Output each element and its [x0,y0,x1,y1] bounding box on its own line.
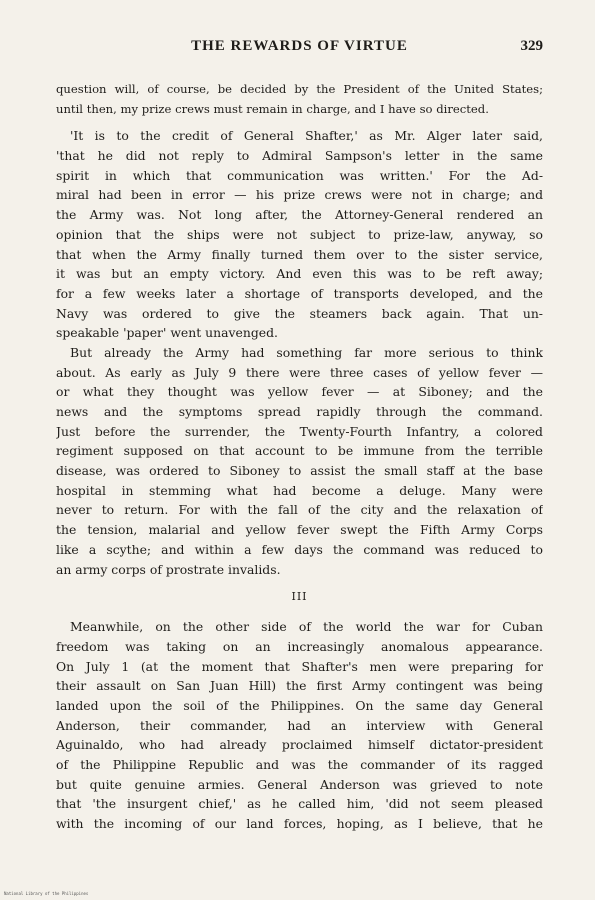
text-line: that 'the insurgent chief,' as he called him, 'did not seem pleased [56,796,543,812]
text-line: miral had been in error — his prize crews were not in charge; and [56,187,543,203]
text-line: hospital in stemming what had become a deluge. Many were [56,482,543,498]
page-number: 329 [520,38,543,54]
chapter-title: THE REWARDS OF VIRTUE [191,38,408,54]
text-line: that when the Army finally turned them over to the sister service, [56,246,543,262]
text-line: for a few weeks later a shortage of transports developed, and the [56,285,543,301]
running-head [56,38,543,60]
text-line: 'that he did not reply to Admiral Sampson's letter in the same [56,148,543,164]
text-line: landed upon the soil of the Philippines. On the same day General [56,697,543,713]
section-number: III [291,590,308,604]
text-line: speakable 'paper' went unavenged. [56,325,278,341]
text-line: opinion that the ships were not subject to prize-law, anyway, so [56,226,543,242]
text-line: 'It is to the credit of General Shafter,' as Mr. Alger later said, [70,128,543,144]
text-line: about. As early as July 9 there were three cases of yellow fever — [56,364,543,380]
text-line: freedom was taking on an increasingly anomalous appearance. [56,638,543,654]
paragraph [56,617,543,834]
text-line: question will, of course, be decided by the President of the United States; [56,82,543,96]
text-line: like a scythe; and within a few days the command was reduced to [56,541,543,557]
paragraph-continuation [56,80,543,119]
text-line: spirit in which that communication was written.' For the Ad- [56,167,543,183]
text-line: or what they thought was yellow fever — at Siboney; and the [56,384,543,400]
text-line: but quite genuine armies. General Anderson was grieved to note [56,776,543,792]
paragraph [56,343,543,579]
text-line: never to return. For with the fall of the city and the relaxation of [56,502,543,518]
text-line: regiment supposed on that account to be immune from the terrible [56,443,543,459]
text-line: Anderson, their commander, had an interview with General [56,717,543,733]
text-line: their assault on San Juan Hill) the first Army contingent was being [56,678,543,694]
scan-footer: National Library of the Philippines [4,891,89,896]
text-line: disease, was ordered to Siboney to assist the small staff at the base [56,463,543,479]
paragraph [56,126,543,343]
text-line: Aguinaldo, who had already proclaimed himself dictator-president [56,737,543,753]
text-line: But already the Army had something far more serious to think [70,344,543,360]
text-line: Meanwhile, on the other side of the world the war for Cuban [70,619,543,635]
text-line: Navy was ordered to give the steamers back again. That un- [56,305,543,321]
text-line: the Army was. Not long after, the Attorney-General rendered an [56,207,543,223]
text-line: it was but an empty victory. And even this was to be reft away; [56,266,543,282]
text-line: Just before the surrender, the Twenty-Fourth Infantry, a colored [56,423,543,439]
text-line: of the Philippine Republic and was the commander of its ragged [56,757,543,772]
text-line: an army corps of prostrate invalids. [56,561,281,577]
text-line: On July 1 (at the moment that Shafter's men were preparing for [56,658,543,674]
text-line: until then, my prize crews must remain in charge, and I have so directed. [56,101,489,116]
text-line: news and the symptoms spread rapidly through the command. [56,404,543,419]
text-line: the tension, malarial and yellow fever swept the Fifth Army Corps [56,522,543,538]
text-line: with the incoming of our land forces, hoping, as I believe, that he [56,816,543,832]
